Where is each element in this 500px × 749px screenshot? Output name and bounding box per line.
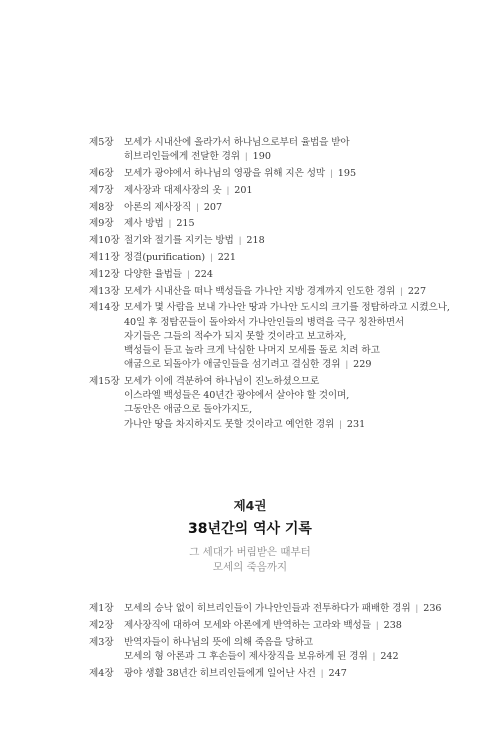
chapter-title: 다양한 율법들 [124, 268, 182, 280]
chapter-title: 정결(purification) [124, 251, 205, 263]
page-separator: | [330, 169, 333, 178]
page-number: 201 [234, 184, 253, 196]
toc-entry[interactable] [89, 251, 484, 265]
toc-upper-list [89, 136, 484, 434]
toc-entry-line [89, 251, 484, 265]
chapter-title: 모세가 시내산에 올라가서 하나님으로부터 율법을 받아 [124, 137, 350, 148]
chapter-number: 제1장 [89, 603, 114, 614]
chapter-number: 제6장 [89, 168, 114, 179]
toc-entry[interactable] [89, 285, 484, 299]
toc-entry-line [89, 667, 484, 681]
toc-entry-line [89, 619, 484, 633]
page-number: 247 [328, 667, 347, 679]
page-separator: | [168, 219, 172, 229]
toc-entry-line [89, 650, 484, 664]
chapter-title: 모세의 형 아론과 그 후손들이 제사장직을 보유하게 된 경위 [124, 650, 368, 662]
chapter-number: 제11장 [89, 251, 120, 263]
page-number: 218 [246, 235, 265, 247]
toc-entry[interactable] [89, 602, 484, 616]
chapter-title: 모세가 시내산을 떠나 백성들을 가나안 지방 경계까지 인도한 경위 [124, 285, 396, 297]
chapter-title: 모세가 몇 사람을 보내 가나안 땅과 가나안 도시의 크기를 정탐하라고 시켰으나, [124, 302, 450, 314]
toc-entry-line [89, 358, 484, 372]
chapter-number: 제12장 [89, 268, 120, 280]
page-separator: | [196, 202, 199, 212]
chapter-title: 백성들이 듣고 놀라 크게 낙심한 나머지 모세를 돌로 치려 하고 [124, 344, 380, 356]
toc-entry-line [89, 167, 484, 181]
toc-entry-line [89, 344, 484, 358]
toc-entry[interactable] [89, 301, 484, 372]
chapter-title: 그동안은 애굽으로 돌아가지도, [124, 404, 253, 416]
toc-entry-line [89, 602, 484, 616]
toc-entry-line [89, 136, 484, 150]
chapter-number: 제7장 [89, 184, 114, 196]
page-separator: | [320, 668, 324, 678]
toc-entry-line [89, 389, 484, 403]
chapter-number: 제9장 [89, 218, 114, 230]
toc-entry-line [89, 316, 484, 330]
page-separator: | [226, 185, 230, 195]
page-number: 215 [176, 218, 195, 230]
toc-entry-line [89, 184, 484, 198]
chapter-title: 애굽으로 되돌아가 애굽인들을 섬기려고 결심한 경위 [124, 359, 341, 371]
toc-entry[interactable] [89, 136, 484, 164]
page-number: 242 [380, 650, 399, 662]
toc-entry-line [89, 268, 484, 282]
page-number: 195 [337, 168, 357, 179]
chapter-number: 제8장 [89, 201, 114, 213]
toc-entry-line [89, 234, 484, 248]
page-separator: | [210, 252, 213, 262]
toc-entry-line [89, 403, 484, 417]
chapter-number: 제13장 [89, 285, 120, 297]
chapter-title: 40일 후 정탐꾼들이 돌아와서 가나안인들의 병력을 극구 칭찬하면서 [124, 316, 405, 328]
toc-entry[interactable] [89, 184, 484, 198]
toc-entry[interactable] [89, 375, 484, 432]
page-number: 221 [217, 251, 237, 263]
page-separator: | [339, 419, 342, 429]
chapter-title: 모세가 광야에서 하나님의 영광을 위해 지은 성막 [124, 168, 326, 179]
toc-entry-line [89, 330, 484, 344]
volume-subtitle-line: 모세의 죽음까지 [212, 561, 288, 573]
toc-entry-line [89, 201, 484, 215]
page-separator: | [372, 651, 376, 661]
toc-entry[interactable] [89, 268, 484, 282]
chapter-title: 가나안 땅을 차지하지도 못할 것이라고 예언한 경위 [124, 418, 335, 430]
chapter-number: 제2장 [89, 619, 114, 631]
volume-subtitle [0, 545, 500, 575]
toc-entry[interactable] [89, 201, 484, 215]
page-separator: | [244, 152, 248, 162]
chapter-title: 제사 방법 [124, 218, 164, 230]
toc-entry-line [89, 636, 484, 650]
page-number: 227 [407, 285, 427, 297]
chapter-number: 제15장 [89, 375, 120, 387]
toc-entry-line [89, 301, 484, 315]
toc-entry[interactable] [89, 217, 484, 231]
chapter-title: 제사장직에 대하여 모세와 아론에게 반역하는 고라와 백성들 [124, 619, 371, 631]
page-separator: | [345, 360, 349, 370]
chapter-title: 히브리인들에게 전달한 경위 [124, 151, 240, 163]
page-separator: | [238, 236, 242, 246]
page-separator: | [415, 604, 419, 613]
toc-entry[interactable] [89, 167, 484, 181]
page-number: 236 [423, 603, 442, 614]
chapter-number: 제3장 [89, 636, 114, 648]
chapter-title: 절기와 절기를 지키는 방법 [124, 235, 234, 247]
toc-entry[interactable] [89, 636, 484, 664]
toc-entry[interactable] [89, 234, 484, 248]
toc-entry-line [89, 375, 484, 389]
chapter-number: 제4장 [89, 667, 114, 679]
volume-title: 38년간의 역사 기록 [188, 521, 312, 537]
page-number: 231 [346, 418, 366, 430]
chapter-title: 자기들은 그들의 적수가 되지 못할 것이라고 보고하자, [124, 330, 347, 342]
toc-entry-line [89, 285, 484, 299]
page-number: 190 [252, 151, 271, 163]
toc-entry[interactable] [89, 619, 484, 633]
page-number: 238 [383, 619, 402, 631]
page-number: 229 [353, 359, 372, 371]
page-separator: | [375, 620, 379, 630]
toc-lower-list [89, 602, 484, 683]
chapter-title: 반역자들이 하나님의 뜻에 의해 죽음을 당하고 [124, 636, 313, 648]
chapter-title: 아론의 제사장직 [124, 201, 192, 213]
toc-entry-line [89, 418, 484, 432]
chapter-number: 제10장 [89, 235, 120, 247]
page-number: 207 [203, 201, 223, 213]
chapter-title: 모세가 이에 격분하여 하나님이 진노하셨으므로 [124, 375, 320, 387]
chapter-number: 제5장 [89, 137, 114, 148]
toc-entry-line [89, 150, 484, 164]
chapter-title: 모세의 승낙 없이 히브리인들이 가나안인들과 전투하다가 패배한 경위 [124, 603, 411, 614]
page-separator: | [186, 269, 190, 279]
toc-entry-line [89, 217, 484, 231]
page-separator: | [400, 286, 403, 296]
chapter-title: 제사장과 대제사장의 옷 [124, 184, 222, 196]
chapter-title: 광야 생활 38년간 히브리인들에게 일어난 사건 [124, 667, 316, 679]
volume-subtitle-line: 그 세대가 버림받은 때부터 [189, 546, 311, 558]
toc-entry[interactable] [89, 667, 484, 681]
page-number: 224 [194, 268, 213, 280]
chapter-title: 이스라엘 백성들은 40년간 광야에서 살아야 할 것이며, [124, 390, 350, 402]
chapter-number: 제14장 [89, 302, 120, 314]
volume-label: 제4권 [233, 498, 267, 513]
